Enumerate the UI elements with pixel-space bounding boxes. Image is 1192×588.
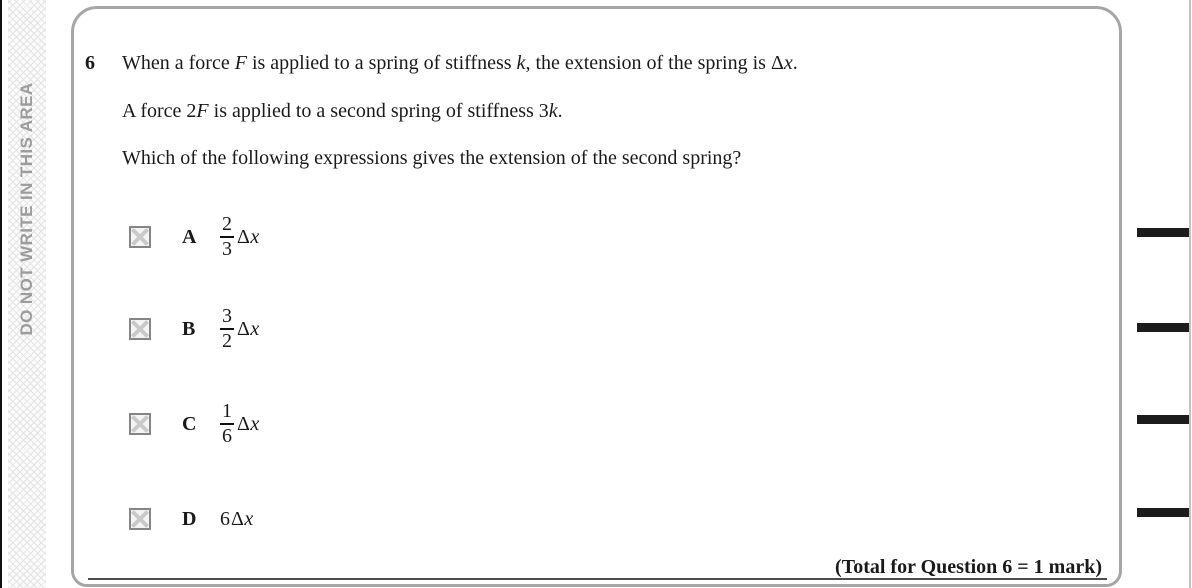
answer-checkbox-icon[interactable] — [129, 413, 151, 435]
delta-symbol: Δ — [231, 507, 244, 530]
variable-x: x — [244, 507, 254, 530]
answer-checkbox-icon[interactable] — [129, 508, 151, 530]
margin-tick — [1137, 323, 1191, 332]
fraction — [220, 306, 234, 353]
no-write-label: DO NOT WRITE IN THIS AREA — [17, 82, 36, 336]
option-letter: A — [182, 225, 197, 248]
margin-tick — [1137, 508, 1191, 517]
delta-symbol: Δ — [237, 412, 250, 435]
page-left-edge-line — [0, 0, 2, 588]
fraction — [220, 401, 234, 448]
question-line: Which of the following expressions gives the extension of the second spring? — [122, 147, 742, 169]
option-expression — [220, 401, 259, 448]
option-expression — [220, 214, 259, 261]
option-expression — [220, 508, 253, 531]
option-expression — [220, 306, 259, 353]
total-marks-label: (Total for Question 6 = 1 mark) — [835, 556, 1102, 578]
fraction-numerator: 1 — [222, 399, 232, 422]
delta-symbol: Δ — [237, 225, 250, 248]
option-letter: D — [182, 507, 197, 530]
fraction-numerator: 3 — [222, 304, 232, 327]
option-letter: B — [182, 317, 196, 340]
answer-checkbox-icon[interactable] — [129, 226, 151, 248]
total-rule-line — [88, 578, 1107, 580]
variable-x: x — [250, 412, 260, 435]
answer-checkbox-icon[interactable] — [129, 318, 151, 340]
fraction — [220, 214, 234, 261]
variable-x: x — [250, 225, 260, 248]
margin-tick — [1137, 415, 1191, 424]
option-row — [129, 297, 259, 361]
option-row — [129, 487, 253, 551]
variable-x: x — [250, 317, 260, 340]
coefficient: 6 — [220, 507, 230, 530]
question-number: 6 — [85, 52, 95, 74]
fraction-numerator: 2 — [222, 212, 232, 235]
delta-symbol: Δ — [237, 317, 250, 340]
question-lines — [122, 53, 798, 196]
option-row — [129, 392, 259, 456]
fraction-denominator: 2 — [222, 330, 232, 353]
fraction-denominator: 6 — [222, 425, 232, 448]
question-line: A force 2F is applied to a second spring of stiffness 3k. — [122, 99, 563, 122]
page-right-edge-line — [1189, 0, 1191, 588]
question-line: When a force F is applied to a spring of stiffness k, the extension of the spring is Δx. — [122, 52, 798, 74]
option-row — [129, 205, 259, 269]
fraction-denominator: 3 — [222, 238, 232, 261]
option-letter: C — [182, 412, 197, 435]
margin-tick — [1137, 228, 1191, 237]
